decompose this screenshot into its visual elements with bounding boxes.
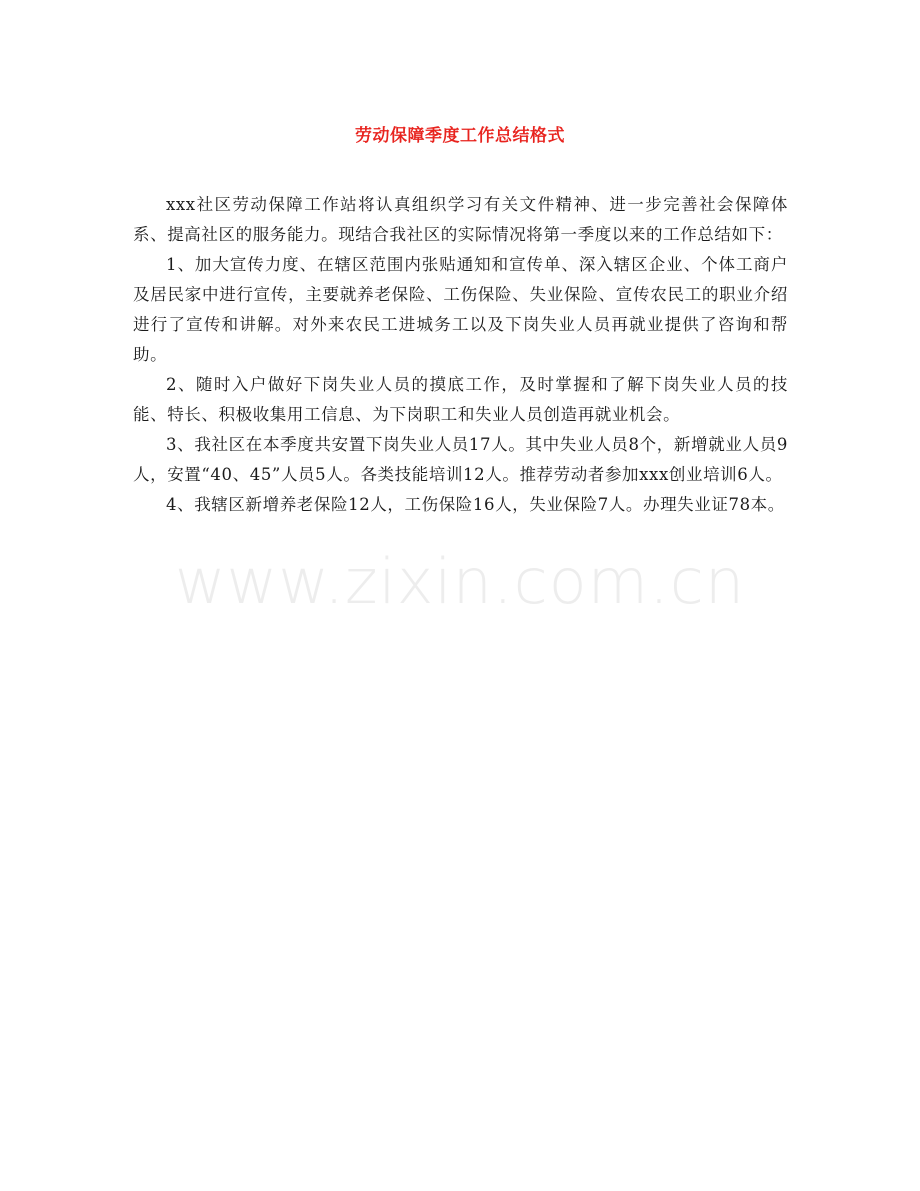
paragraph-item-4: 4、我辖区新增养老保险12人，工伤保险16人，失业保险7人。办理失业证78本。 — [166, 495, 785, 514]
paragraph-item-3: 3、我社区在本季度共安置下岗失业人员17人。其中失业人员8个，新增就业人员9人，安置“40、45”人员5人。各类技能培训12人。推荐劳动者参加xxx创业培训6人。 — [133, 435, 788, 484]
page-title: 劳动保障季度工作总结格式 — [355, 126, 565, 146]
paragraph-item-1: 1、加大宣传力度、在辖区范围内张贴通知和宣传单、深入辖区企业、个体工商户及居民家中进行宣传，主要就养老保险、工伤保险、失业保险、宣传农民工的职业介绍进行了宣传和讲解。对外来农民工进城务工以及下岗失业人员再就业提供了咨询和帮助。 — [133, 255, 788, 364]
intro-paragraph: xxx社区劳动保障工作站将认真组织学习有关文件精神、进一步完善社会保障体系、提高社区的服务能力。现结合我社区的实际情况将第一季度以来的工作总结如下： — [133, 195, 788, 244]
watermark: www.zixin.com.cn — [174, 545, 746, 618]
paragraph-item-2: 2、随时入户做好下岗失业人员的摸底工作，及时掌握和了解下岗失业人员的技能、特长、积极收集用工信息、为下岗职工和失业人员创造再就业机会。 — [133, 375, 788, 424]
document-body — [133, 190, 788, 520]
